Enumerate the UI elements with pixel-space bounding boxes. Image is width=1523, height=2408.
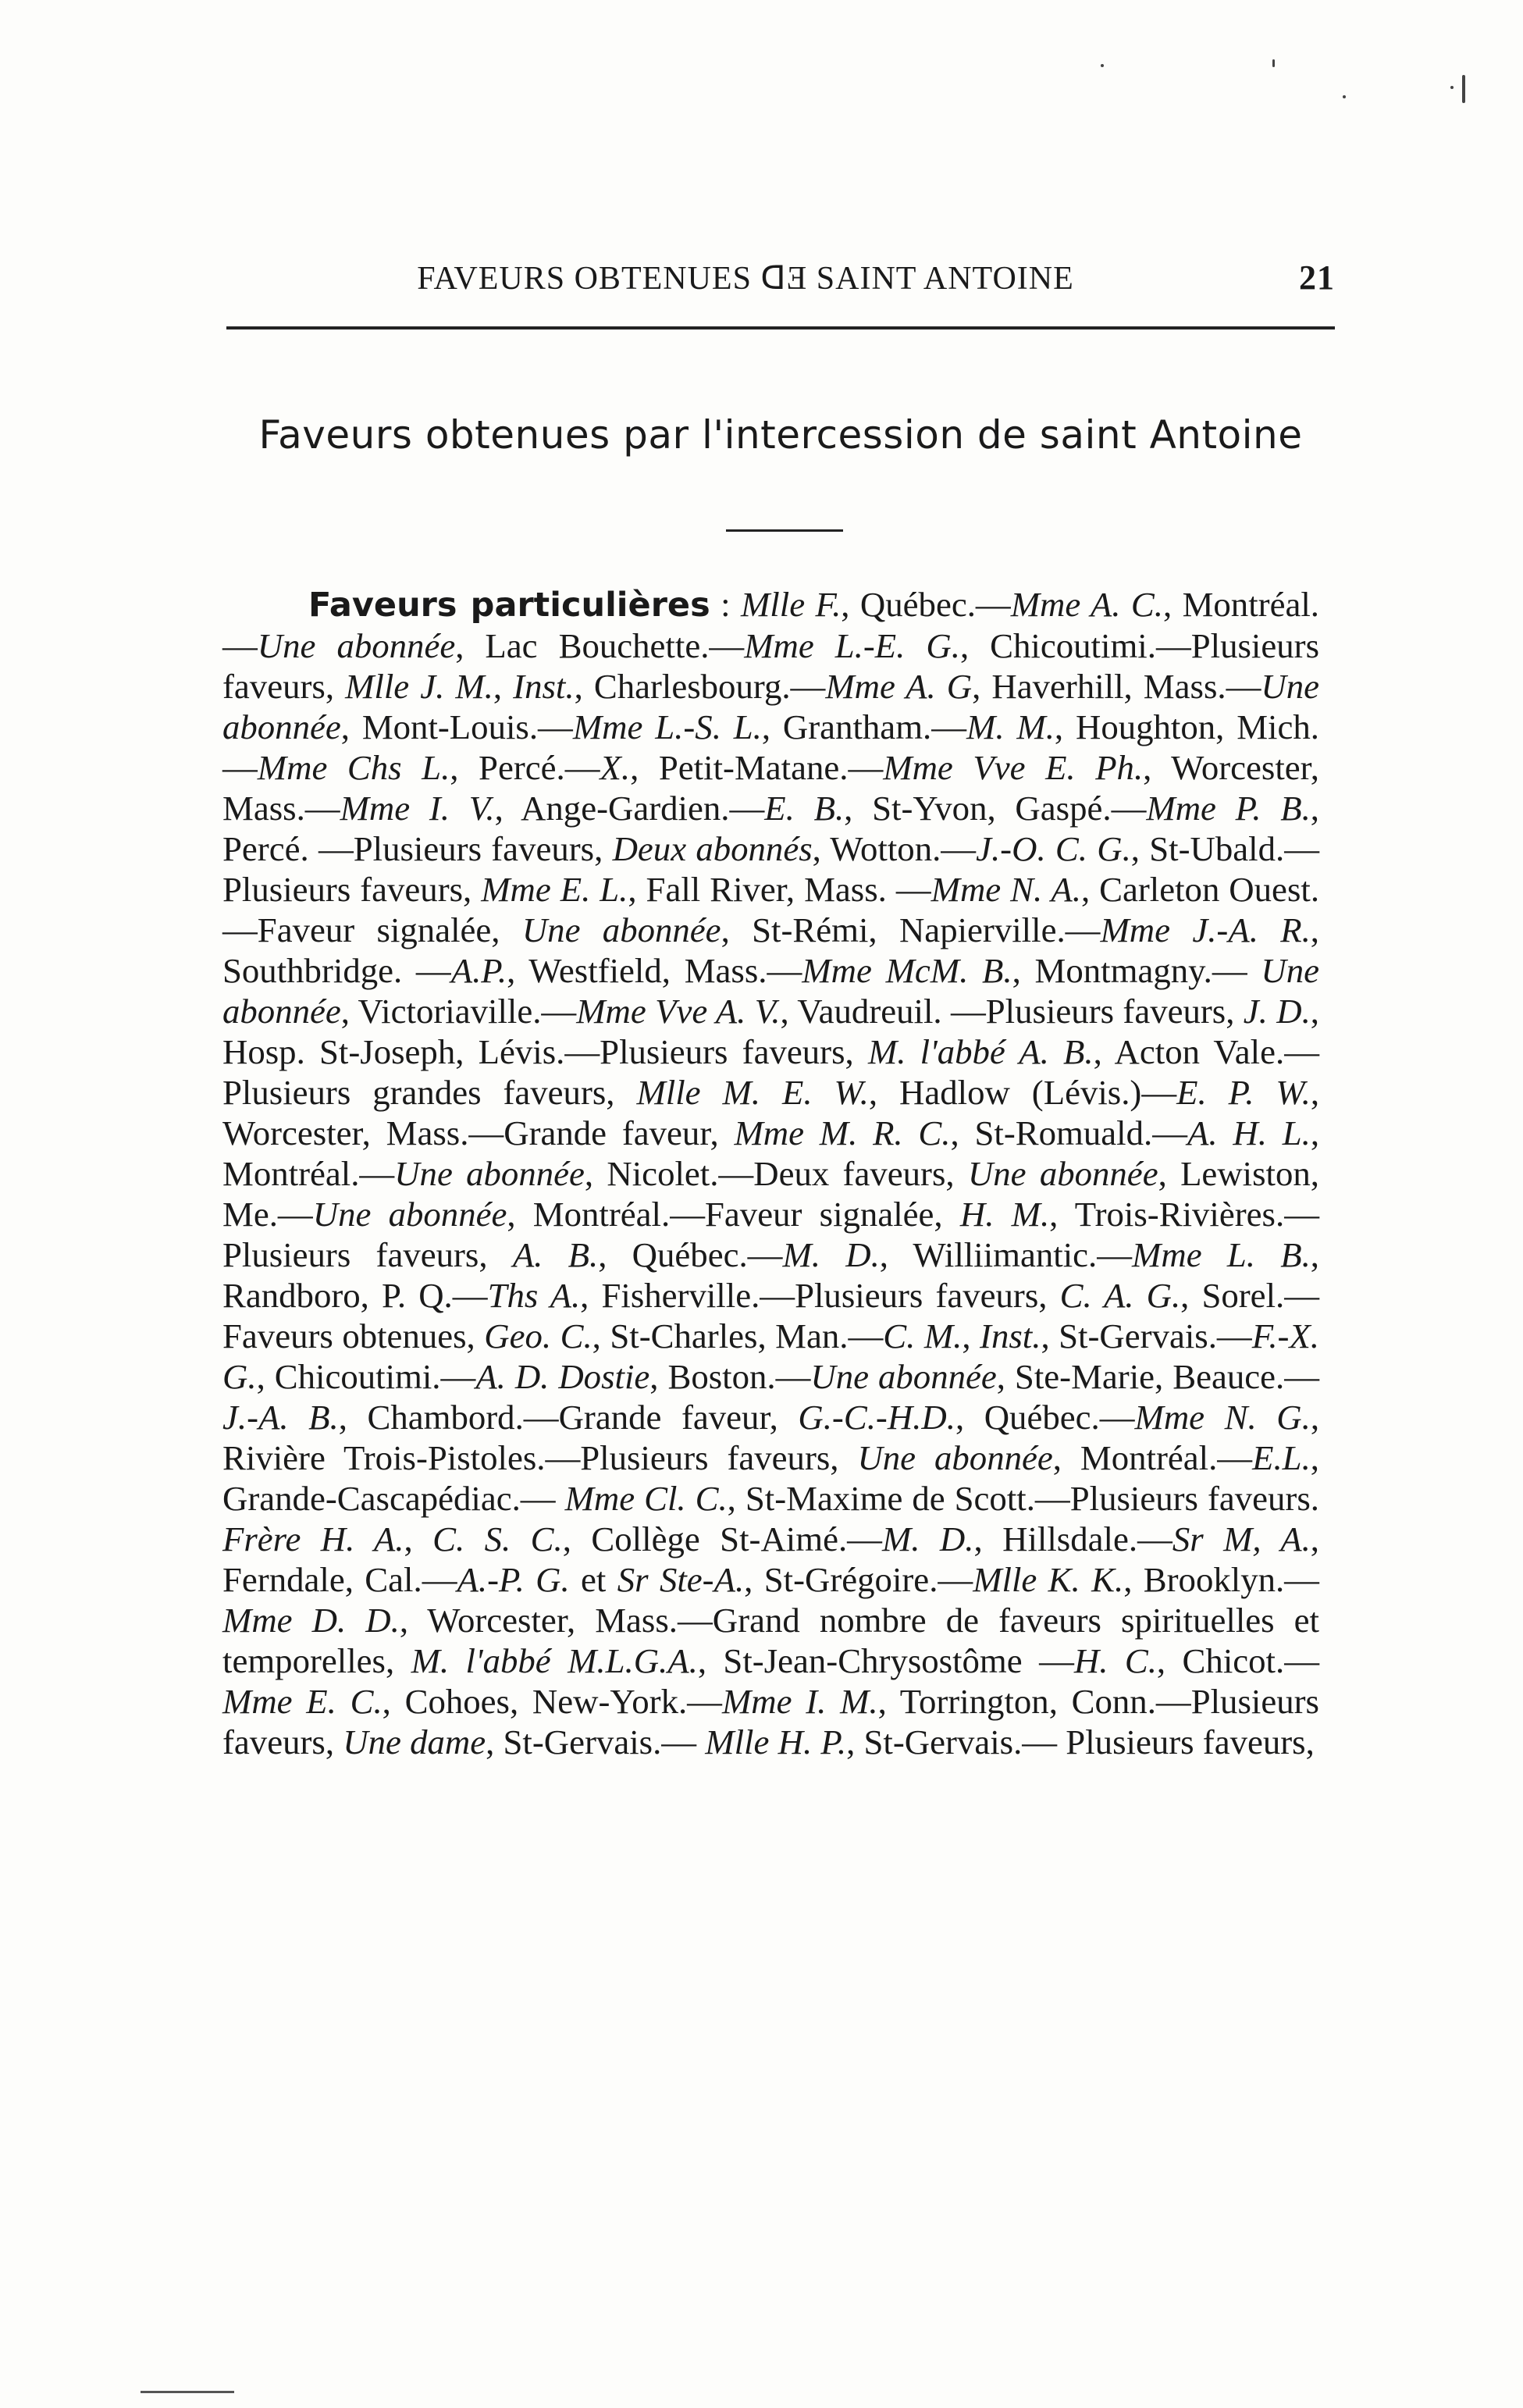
text-run: , Victoriaville.—: [340, 992, 577, 1031]
italic-name: M. D.: [881, 1519, 974, 1558]
italic-name: A. B.: [512, 1235, 599, 1274]
italic-name: A. H. L.: [1187, 1113, 1311, 1152]
italic-name: Une abonnée: [312, 1195, 507, 1234]
text-run: , Worcester, Mass.—Grande faveur,: [222, 1073, 1320, 1152]
text-run: , Petit-Matane.—: [630, 748, 884, 787]
print-speck: [1450, 86, 1454, 89]
italic-name: Mme M. R. C.: [734, 1113, 951, 1152]
text-run: , Hosp. St-Joseph, Lévis.—Plusieurs faveurs,: [222, 992, 1319, 1071]
italic-name: Mlle H. P.: [705, 1722, 847, 1761]
text-run: , Torrington, Conn.—Plusieurs faveurs,: [222, 1682, 1319, 1761]
text-run: , St-Rémi, Napierville.—: [721, 910, 1101, 949]
favours-paragraph: [222, 584, 1319, 1762]
italic-name: Mme N. G.: [1134, 1398, 1311, 1437]
text-run: :: [710, 585, 741, 624]
page-edge-mark: [141, 2391, 234, 2393]
text-run: , Rivière Trois-Pistoles.—Plusieurs faveurs,: [222, 1398, 1320, 1477]
italic-name: Sr M, A.: [1172, 1519, 1311, 1558]
text-run: , Ange-Gardien.—: [494, 789, 765, 828]
italic-name: Mme N. A.: [931, 870, 1081, 909]
italic-name: Ths A.: [487, 1276, 581, 1315]
italic-name: J.-O. C. G.: [976, 829, 1131, 868]
text-run: , Boston.—: [649, 1357, 811, 1396]
italic-name: M. D.: [782, 1235, 880, 1274]
header-rule: [226, 326, 1335, 329]
italic-name: H. C.: [1073, 1641, 1157, 1680]
italic-name: Mme L.-E. G.: [744, 626, 960, 665]
italic-name: E. B.: [764, 789, 845, 828]
italic-name: Mme I. V.: [340, 789, 495, 828]
text-run: , Nicolet.—Deux faveurs,: [584, 1154, 968, 1193]
text-run: , Randboro, P. Q.—: [222, 1235, 1319, 1315]
text-run: ,: [493, 667, 514, 706]
text-run: , St-Gervais.— Plusieurs faveurs,: [846, 1722, 1315, 1761]
italic-name: Une dame: [343, 1722, 486, 1761]
text-run: , St-Yvon, Gaspé.—: [844, 789, 1147, 828]
text-run: , Hadlow (Lévis.)—: [868, 1073, 1177, 1112]
text-run: , St-Charles, Man.—: [592, 1316, 884, 1355]
italic-name: Une abonnée: [222, 951, 1319, 1031]
italic-name: Mme L.-S. L.: [572, 707, 762, 746]
italic-name: Mme E. L.: [481, 870, 628, 909]
text-run: , Trois-Rivières.—Plusieurs faveurs,: [222, 1195, 1319, 1274]
italic-name: E.L.: [1252, 1438, 1311, 1477]
italic-name: Mme I. M.: [721, 1682, 878, 1721]
italic-name: Mme A. C.: [1010, 585, 1163, 624]
text-run: , Montréal.—: [222, 1113, 1320, 1193]
running-head: [226, 258, 1335, 305]
italic-name: Sr Ste-A.: [617, 1560, 745, 1599]
text-run: , St-Grégoire.—: [744, 1560, 973, 1599]
text-run: , Montréal.—Faveur signalée,: [507, 1195, 960, 1234]
italic-name: Mme P. B.: [1146, 789, 1311, 828]
text-run: , Cohoes, New-York.—: [382, 1682, 722, 1721]
text-run: , St-Jean-Chrysostôme —: [697, 1641, 1074, 1680]
text-run: , Worcester, Mass.—: [222, 748, 1319, 828]
italic-name: C. S. C.: [432, 1519, 563, 1558]
text-run: , Montréal.—: [1052, 1438, 1253, 1477]
text-run: , Percé. —Plusieurs faveurs,: [222, 789, 1319, 868]
text-run: , Collège St-Aimé.—: [562, 1519, 882, 1558]
italic-name: Inst.: [980, 1316, 1041, 1355]
print-speck: [1101, 64, 1104, 67]
text-run: , Brooklyn.—: [1123, 1560, 1319, 1599]
text-run: , Montréal.—: [222, 585, 1319, 665]
text-run: , Fisherville.—Plusieurs faveurs,: [580, 1276, 1060, 1315]
italic-name: Mme E. C.: [222, 1682, 383, 1721]
text-run: , St-Gervais.—: [1041, 1316, 1252, 1355]
text-run: , Fall River, Mass. —: [628, 870, 931, 909]
text-run: , Wotton.—: [812, 829, 977, 868]
text-run: , Sorel.—Faveurs obtenues,: [222, 1276, 1320, 1355]
running-head-title: FAVEURS OBTENUES ᗡƎ SAINT ANTOINE: [417, 261, 1074, 297]
text-run: , Mont-Louis.—: [340, 707, 573, 746]
italic-name: Une abonnée: [810, 1357, 997, 1396]
text-run: , Québec.—: [841, 585, 1011, 624]
text-run: , Hillsdale.—: [973, 1519, 1172, 1558]
text-run: , Acton Vale.—Plusieurs grandes faveurs,: [222, 1032, 1320, 1112]
italic-name: Mme McM. B.: [802, 951, 1012, 990]
italic-name: Mlle M. E. W.: [636, 1073, 869, 1112]
italic-name: Mme Chs L.: [257, 748, 450, 787]
italic-name: Mme Vve A. V.: [576, 992, 781, 1031]
text-run: et: [569, 1560, 617, 1599]
text-run: , Québec.—: [598, 1235, 783, 1274]
text-run: , Grantham.—: [761, 707, 967, 746]
italic-name: Geo. C.: [484, 1316, 592, 1355]
text-run: , Grande-Cascapédiac.—: [222, 1438, 1319, 1518]
text-run: , Carleton Ouest.—Faveur signalée,: [222, 870, 1320, 949]
italic-name: Mme Vve E. Ph.: [883, 748, 1144, 787]
text-run: , Percé.—: [450, 748, 600, 787]
italic-name: Une abonnée: [222, 667, 1320, 746]
italic-name: Une abonnée: [257, 626, 456, 665]
italic-name: J. D.: [1243, 992, 1311, 1031]
text-run: , Ferndale, Cal.—: [222, 1519, 1319, 1599]
italic-name: Une abonnée: [521, 910, 721, 949]
italic-name: Une abonnée: [394, 1154, 585, 1193]
italic-name: Mme J.-A. R.: [1100, 910, 1311, 949]
italic-name: A. D. Dostie: [475, 1357, 650, 1396]
text-run: , Chambord.—Grande faveur,: [338, 1398, 799, 1437]
section-title: Faveurs obtenues par l'intercession de saint Antoine: [258, 412, 1303, 458]
italic-name: Frère H. A.: [222, 1519, 404, 1558]
text-run: , Southbridge. —: [222, 910, 1319, 990]
text-run: , St-Romuald.—: [950, 1113, 1188, 1152]
italic-name: A.-P. G.: [457, 1560, 570, 1599]
italic-name: M. l'abbé A. B.: [867, 1032, 1094, 1071]
text-run: , Haverhill, Mass.—: [972, 667, 1261, 706]
section-divider: [726, 529, 843, 532]
text-run: , Vaudreuil. —Plusieurs faveurs,: [780, 992, 1244, 1031]
page-number: 21: [1299, 258, 1335, 297]
italic-name: C. A. G.: [1059, 1276, 1181, 1315]
italic-name: Inst.: [513, 667, 575, 706]
text-run: , Lewiston, Me.—: [222, 1154, 1319, 1234]
paragraph-body: [222, 585, 1319, 1761]
text-run: ,: [962, 1316, 980, 1355]
text-run: , St-Ubald.—Plusieurs faveurs,: [222, 829, 1320, 909]
italic-name: G.-C.-H.D.: [798, 1398, 955, 1437]
text-run: , Westfield, Mass.—: [507, 951, 802, 990]
print-speck: [1462, 75, 1465, 103]
text-run: , Lac Bouchette.—: [455, 626, 745, 665]
italic-name: F.-X. G.: [222, 1316, 1320, 1396]
italic-name: Une abonnée: [967, 1154, 1158, 1193]
text-run: , Charlesbourg.—: [574, 667, 826, 706]
italic-name: Mme A. G: [825, 667, 973, 706]
text-run: , Houghton, Mich.—: [222, 707, 1319, 787]
text-run: , Chicot.—: [1156, 1641, 1319, 1680]
text-run: , Québec.—: [955, 1398, 1135, 1437]
italic-name: Mlle J. M.: [345, 667, 493, 706]
text-run: , Chicoutimi.—: [256, 1357, 476, 1396]
text-run: , Ste-Marie, Beauce.—: [996, 1357, 1319, 1396]
italic-name: J.-A. B.: [222, 1398, 339, 1437]
italic-name: Une abonnée: [857, 1438, 1053, 1477]
print-speck: [1343, 95, 1346, 98]
print-speck: [1272, 59, 1275, 67]
italic-name: A.P.: [450, 951, 507, 990]
italic-name: M. l'abbé M.L.G.A.: [411, 1641, 698, 1680]
text-run: , Worcester, Mass.—Grand nombre de faveurs spirituelles et temporelles,: [222, 1601, 1319, 1680]
italic-name: H. M.: [959, 1195, 1050, 1234]
italic-name: Deux abonnés: [612, 829, 813, 868]
italic-name: Mlle K. K.: [973, 1560, 1124, 1599]
text-run: , St-Gervais.—: [486, 1722, 706, 1761]
italic-name: X.: [600, 748, 631, 787]
italic-name: Mme L. B.: [1132, 1235, 1311, 1274]
italic-name: Mme Cl. C.: [564, 1479, 728, 1518]
text-run: , Williimantic.—: [879, 1235, 1133, 1274]
italic-name: Mme D. D.: [222, 1601, 400, 1640]
paragraph-lead: Faveurs particulières: [308, 586, 710, 625]
text-run: , Chicoutimi.—Plusieurs faveurs,: [222, 626, 1320, 706]
text-run: ,: [404, 1519, 433, 1558]
text-run: , St-Maxime de Scott.—Plusieurs faveurs.: [727, 1479, 1319, 1518]
italic-name: Mlle F.: [740, 585, 842, 624]
italic-name: M. M.: [966, 707, 1055, 746]
italic-name: E. P. W.: [1176, 1073, 1311, 1112]
text-run: , Montmagny.—: [1012, 951, 1261, 990]
italic-name: C. M.: [883, 1316, 963, 1355]
